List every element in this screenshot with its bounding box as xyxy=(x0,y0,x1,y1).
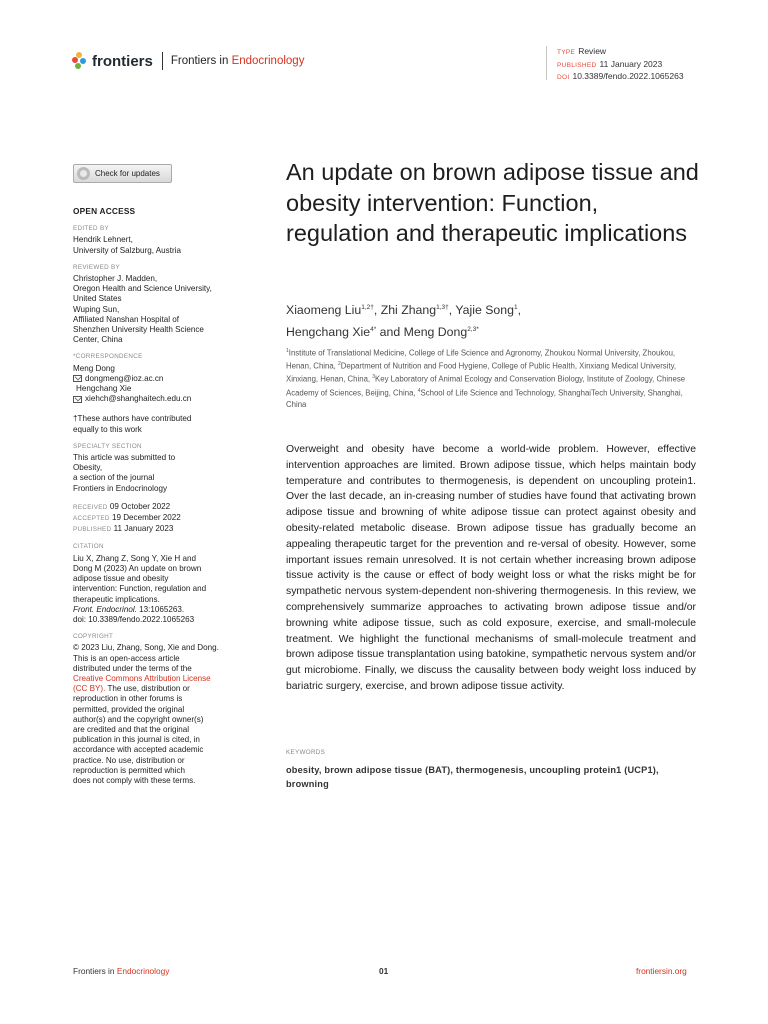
citation: Liu X, Zhang Z, Song Y, Xie H and Dong M (2023) An update on brown adipose tissue and obesity intervention: Function, regulation and therapeutic implications. Front. Endocrinol. 13:1065263. doi: 10.3389/fendo.2022.1065263 xyxy=(73,554,243,625)
author-list: Xiaomeng Liu$^{1,2\dagger}$, Zhi Zhang$^{1,3\dagger}$, Yajie Song$^1$, Hengchang Xie$^{4*}$ and Meng Dong$^{2,3*}$ xyxy=(286,303,521,340)
brand-wordmark[interactable]: frontiers xyxy=(92,52,153,70)
author[interactable]: Zhi Zhang$^{1,3\dagger}$ xyxy=(380,303,449,318)
doi-link[interactable]: 10.3389/fendo.2022.1065263 xyxy=(572,71,684,82)
frontiers-logo-icon xyxy=(72,52,88,70)
journal-name[interactable]: Frontiers in Endocrinology xyxy=(170,55,305,67)
footer-site-link[interactable]: frontiersin.org xyxy=(636,966,687,976)
email-link[interactable]: xiehch@shanghaitech.edu.cn xyxy=(85,394,192,404)
citation-doi[interactable]: doi: 10.3389/fendo.2022.1065263 xyxy=(73,614,195,624)
header-divider xyxy=(162,52,163,70)
correspondence: Meng Dong dongmeng@ioz.ac.cn Hengchang Xie xiehch@shanghaitech.edu.cn xyxy=(73,363,192,404)
email-link[interactable]: dongmeng@ioz.ac.cn xyxy=(85,373,164,383)
article-meta: TYPE Review PUBLISHED 11 January 2023 DOI 10.3389/fendo.2022.1065263 xyxy=(557,46,684,82)
article-type: Review xyxy=(578,46,607,56)
license-link[interactable]: Creative Commons Attribution License xyxy=(73,673,211,683)
author[interactable]: Meng Dong$^{2,3*}$ xyxy=(403,325,479,340)
keywords-label: KEYWORDS xyxy=(286,749,326,756)
copyright: © 2023 Liu, Zhang, Song, Xie and Dong. This is an open-access article distributed under the terms of the Creative Commons Attribution License (CC BY). The use, distribution or reproduction in other forums is permitted, provided the original author(s) and the copyright owner(s) are credited and that the original publication in this journal is cited, in accordance with accepted academic practice. No use, distribution or reproduction is permitted which does not comply with these terms. xyxy=(73,643,243,786)
journal-header xyxy=(72,50,304,72)
article-title: An update on brown adipose tissue and obesity intervention: Function, regulation and therapeutic implications xyxy=(286,159,699,246)
sidebar: OPEN ACCESS EDITED BY Hendrik Lehnert, University of Salzburg, Austria REVIEWED BY Christopher J. Madden, Oregon Health and Science University, United States Wuping Sun, Affiliated Nanshan Hospital of Shenzhen University Health Science Center, China *CORRESPONDENCE Meng Dong dongmeng@ioz.ac.cn Hengchang Xie xiehch@shanghaitech.edu.cn †These authors have contributed equally to this work SPECIALTY SECTION This article was submitted to Obesity, a section of the journal Frontiers in Endocrinology RECEIVED 09 October 2022 ACCEPTED 19 December 2022 PUBLISHED 11 January 2023 CITATION Liu X, Zhang Z, Song Y, Xie H and Dong M (2023) An update on brown adipose tissue and obesity intervention: Function, regulation and therapeutic implications. Front. Endocrinol. 13:1065263. doi: 10.3389/fendo.2022.1065263 COPYRIGHT © 2023 Liu, Zhang, Song, Xie and Dong. This is an open-access article distributed under the terms of the Creative Commons Attribution License (CC BY). The use, distribution or reproduction in other forums is permitted, provided the original author(s) and the copyright owner(s) are credited and that the original publication in this journal is cited, in accordance with accepted academic practice. No use, distribution or reproduction is permitted which does not comply with these terms. xyxy=(73,206,243,786)
page-number: 01 xyxy=(379,966,389,976)
edited-by: Hendrik Lehnert, University of Salzburg, Austria xyxy=(73,235,181,255)
dates: RECEIVED 09 October 2022 ACCEPTED 19 December 2022 PUBLISHED 11 January 2023 xyxy=(73,501,181,534)
email-icon xyxy=(73,375,82,382)
published-date: 11 January 2023 xyxy=(599,58,663,69)
license-link-short[interactable]: (CC BY). xyxy=(73,684,106,694)
author[interactable]: Hengchang Xie$^{4*}$ xyxy=(286,325,377,340)
author[interactable]: Yajie Song$^1$ xyxy=(455,303,518,318)
check-updates-button[interactable]: Check for updates xyxy=(73,164,172,183)
contrib-note: †These authors have contributed equally to this work xyxy=(73,414,192,434)
footer-journal[interactable]: Frontiers in Endocrinology xyxy=(73,966,170,976)
author[interactable]: Xiaomeng Liu$^{1,2\dagger}$ xyxy=(286,303,374,318)
meta-divider xyxy=(546,46,547,80)
keywords: obesity, brown adipose tissue (BAT), thermogenesis, uncoupling protein1 (UCP1), browning xyxy=(286,765,659,789)
refresh-icon xyxy=(77,167,90,180)
open-access-label: OPEN ACCESS xyxy=(73,206,136,216)
abstract: Overweight and obesity have become a world-wide problem. However, effective intervention approaches are limited. Brown adipose tissue, which helps maintain body temperature and contributes to thermogenesis, is dependent on uncoupling protein1. Over the last decade, an in-creasing number of studies have found that activating brown adipose tissue and browning of white adipose tissue can protect against obesity and obesity-related metabolic disease. Brown adipose tissue has gradually become an appealing therapeutic target for the prevention and re-versal of obesity. However, some important issues remain unresolved. It is not certain whether increasing brown adipose tissue activity is the cause or effect of body weight loss or what the risks might be for sympathetic nervous system-dependent non-shivering thermogenesis. In this review, we comprehensively summarize approaches to activating brown adipose tissue and/or browning white adipose tissue, such as cold exposure, exercise, and small-molecule treatment. We highlight the functional mechanisms of small-molecule treatment and brown adipose tissue transplantation using batokine, sympathetic nervous system and/or gut microbiome. Finally, we discuss the causality between body weight loss induced by bariatric surgery, exercise, and brown adipose tissue activity. xyxy=(286,444,696,692)
affiliations: $^1$Institute of Translational Medicine, College of Life Science and Agronomy, Zhoukou Normal University, Zhoukou, Henan, China, $^2$Department of Nutrition and Food Hygiene, College of Public Health, Xinxiang Medical University, Xinxiang, Henan, China, $^3$Key Laboratory of Animal Ecology and Conservation Biology, Institute of Zoology, Chinese Academy of Sciences, Beijing, China, $^4$School of Life Science and Technology, ShanghaiTech University, Shanghai, China xyxy=(286,348,686,409)
email-icon xyxy=(73,396,82,403)
specialty-section: This article was submitted to Obesity, a section of the journal Frontiers in Endocrinology xyxy=(73,453,176,493)
reviewed-by: Christopher J. Madden, Oregon Health and Science University, United States Wuping Sun, Affiliated Nanshan Hospital of Shenzhen University Health Science Center, China xyxy=(73,274,212,345)
